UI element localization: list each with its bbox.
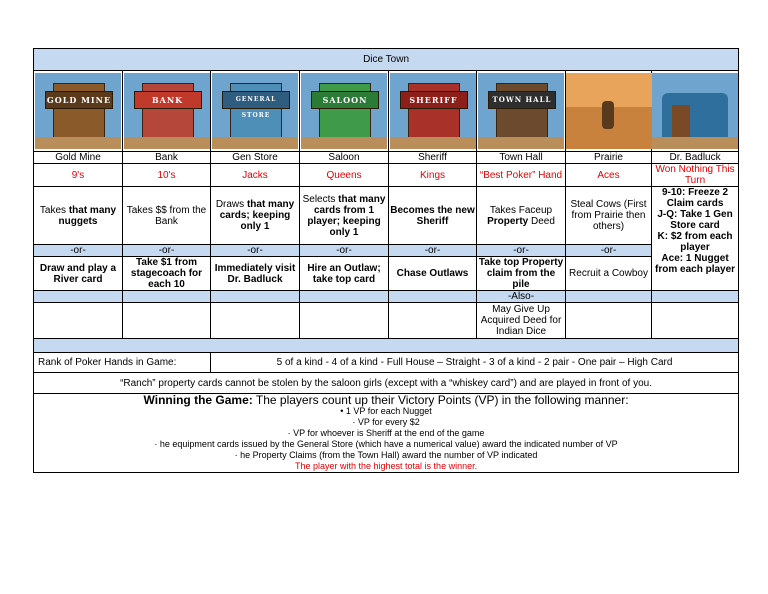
- or-separator: -or-: [566, 245, 652, 257]
- winning-heading: Winning the Game:: [143, 392, 253, 407]
- alternative-action: Take $1 from stagecoach for each 10: [123, 257, 211, 291]
- badluck-effect: K: $2 from each player: [657, 231, 733, 253]
- badluck-effect: Ace: 1 Nugget from each player: [655, 253, 736, 275]
- vp-rule: · VP for every $2: [352, 416, 420, 427]
- die-rank: “Best Poker” Hand: [477, 164, 566, 187]
- badluck-effect: J-Q: Take 1 Gen Store card: [657, 209, 733, 231]
- building-name: Gen Store: [211, 152, 300, 164]
- or-separator: -or-: [123, 245, 211, 257]
- building-effect: Takes that many nuggets: [34, 187, 123, 245]
- building-effect: Becomes the new Sheriff: [389, 187, 477, 245]
- die-rank: Won Nothing This Turn: [652, 164, 739, 187]
- spacer-row: [34, 339, 739, 353]
- badluck-effect: 9-10: Freeze 2 Claim cards: [661, 187, 729, 209]
- alternative-action: Recruit a Cowboy: [566, 257, 652, 291]
- die-rank: Kings: [389, 164, 477, 187]
- general-store-image: GENERAL STORE: [211, 71, 300, 152]
- sheet-title: Dice Town: [34, 49, 739, 71]
- building-effect: Steal Cows (First from Prairie then others): [566, 187, 652, 245]
- poker-rank-label: Rank of Poker Hands in Game:: [34, 353, 211, 373]
- building-effect: Selects that many cards from 1 player; keeping only 1: [300, 187, 389, 245]
- alternative-action: Hire an Outlaw; take top card: [300, 257, 389, 291]
- building-name: Prairie: [566, 152, 652, 164]
- reference-table: [33, 48, 739, 473]
- winning-section: [34, 394, 739, 473]
- alternative-action: Take top Property claim from the pile: [477, 257, 566, 291]
- town-hall-image: TOWN HALL: [477, 71, 566, 152]
- gold-mine-image: GOLD MINE: [34, 71, 123, 152]
- building-effect: Draws that many cards; keeping only 1: [211, 187, 300, 245]
- building-name: Town Hall: [477, 152, 566, 164]
- building-effect: Takes Faceup Property Deed: [477, 187, 566, 245]
- vp-rule: • 1 VP for each Nugget: [340, 405, 432, 416]
- vp-rule: · he equipment cards issued by the General Store (which have a numerical value) award the indicated number of VP: [154, 438, 618, 449]
- or-separator: -or-: [389, 245, 477, 257]
- prairie-image: [566, 71, 652, 152]
- vp-rule: · VP for whoever is Sheriff at the end of the game: [287, 427, 485, 438]
- sheriff-image: SHERIFF: [389, 71, 477, 152]
- or-separator: -or-: [300, 245, 389, 257]
- ranch-note: “Ranch” property cards cannot be stolen by the saloon girls (except with a “whiskey card”) and are played in front of you.: [34, 373, 739, 394]
- saloon-image: SALOON: [300, 71, 389, 152]
- alternative-action: Chase Outlaws: [389, 257, 477, 291]
- die-rank: Jacks: [211, 164, 300, 187]
- building-name: Gold Mine: [34, 152, 123, 164]
- alternative-action: Immediately visit Dr. Badluck: [211, 257, 300, 291]
- or-separator: -or-: [211, 245, 300, 257]
- dr-badluck-image: [652, 71, 739, 152]
- winner-rule: The player with the highest total is the winner.: [294, 460, 478, 471]
- alternative-action: Draw and play a River card: [34, 257, 123, 291]
- vp-rule: · he Property Claims (from the Town Hall) award the number of VP indicated: [234, 449, 538, 460]
- town-hall-extra: May Give Up Acquired Deed for Indian Dice: [477, 303, 566, 339]
- die-rank: Queens: [300, 164, 389, 187]
- dice-town-reference-sheet: [33, 48, 738, 473]
- winning-intro: The players count up their Victory Points (VP) in the following manner:: [252, 392, 629, 407]
- bank-image: BANK: [123, 71, 211, 152]
- building-effect: Takes $$ from the Bank: [123, 187, 211, 245]
- die-rank: 9's: [34, 164, 123, 187]
- building-name: Saloon: [300, 152, 389, 164]
- also-separator: -Also-: [477, 291, 566, 303]
- building-name: Dr. Badluck: [652, 152, 739, 164]
- or-separator: -or-: [34, 245, 123, 257]
- dr-badluck-effects: [652, 187, 739, 291]
- or-separator: -or-: [477, 245, 566, 257]
- poker-rank-value: 5 of a kind - 4 of a kind - Full House – Straight - 3 of a kind - 2 pair - One pair – High Card: [211, 353, 739, 373]
- die-rank: Aces: [566, 164, 652, 187]
- building-name: Bank: [123, 152, 211, 164]
- building-name: Sheriff: [389, 152, 477, 164]
- die-rank: 10's: [123, 164, 211, 187]
